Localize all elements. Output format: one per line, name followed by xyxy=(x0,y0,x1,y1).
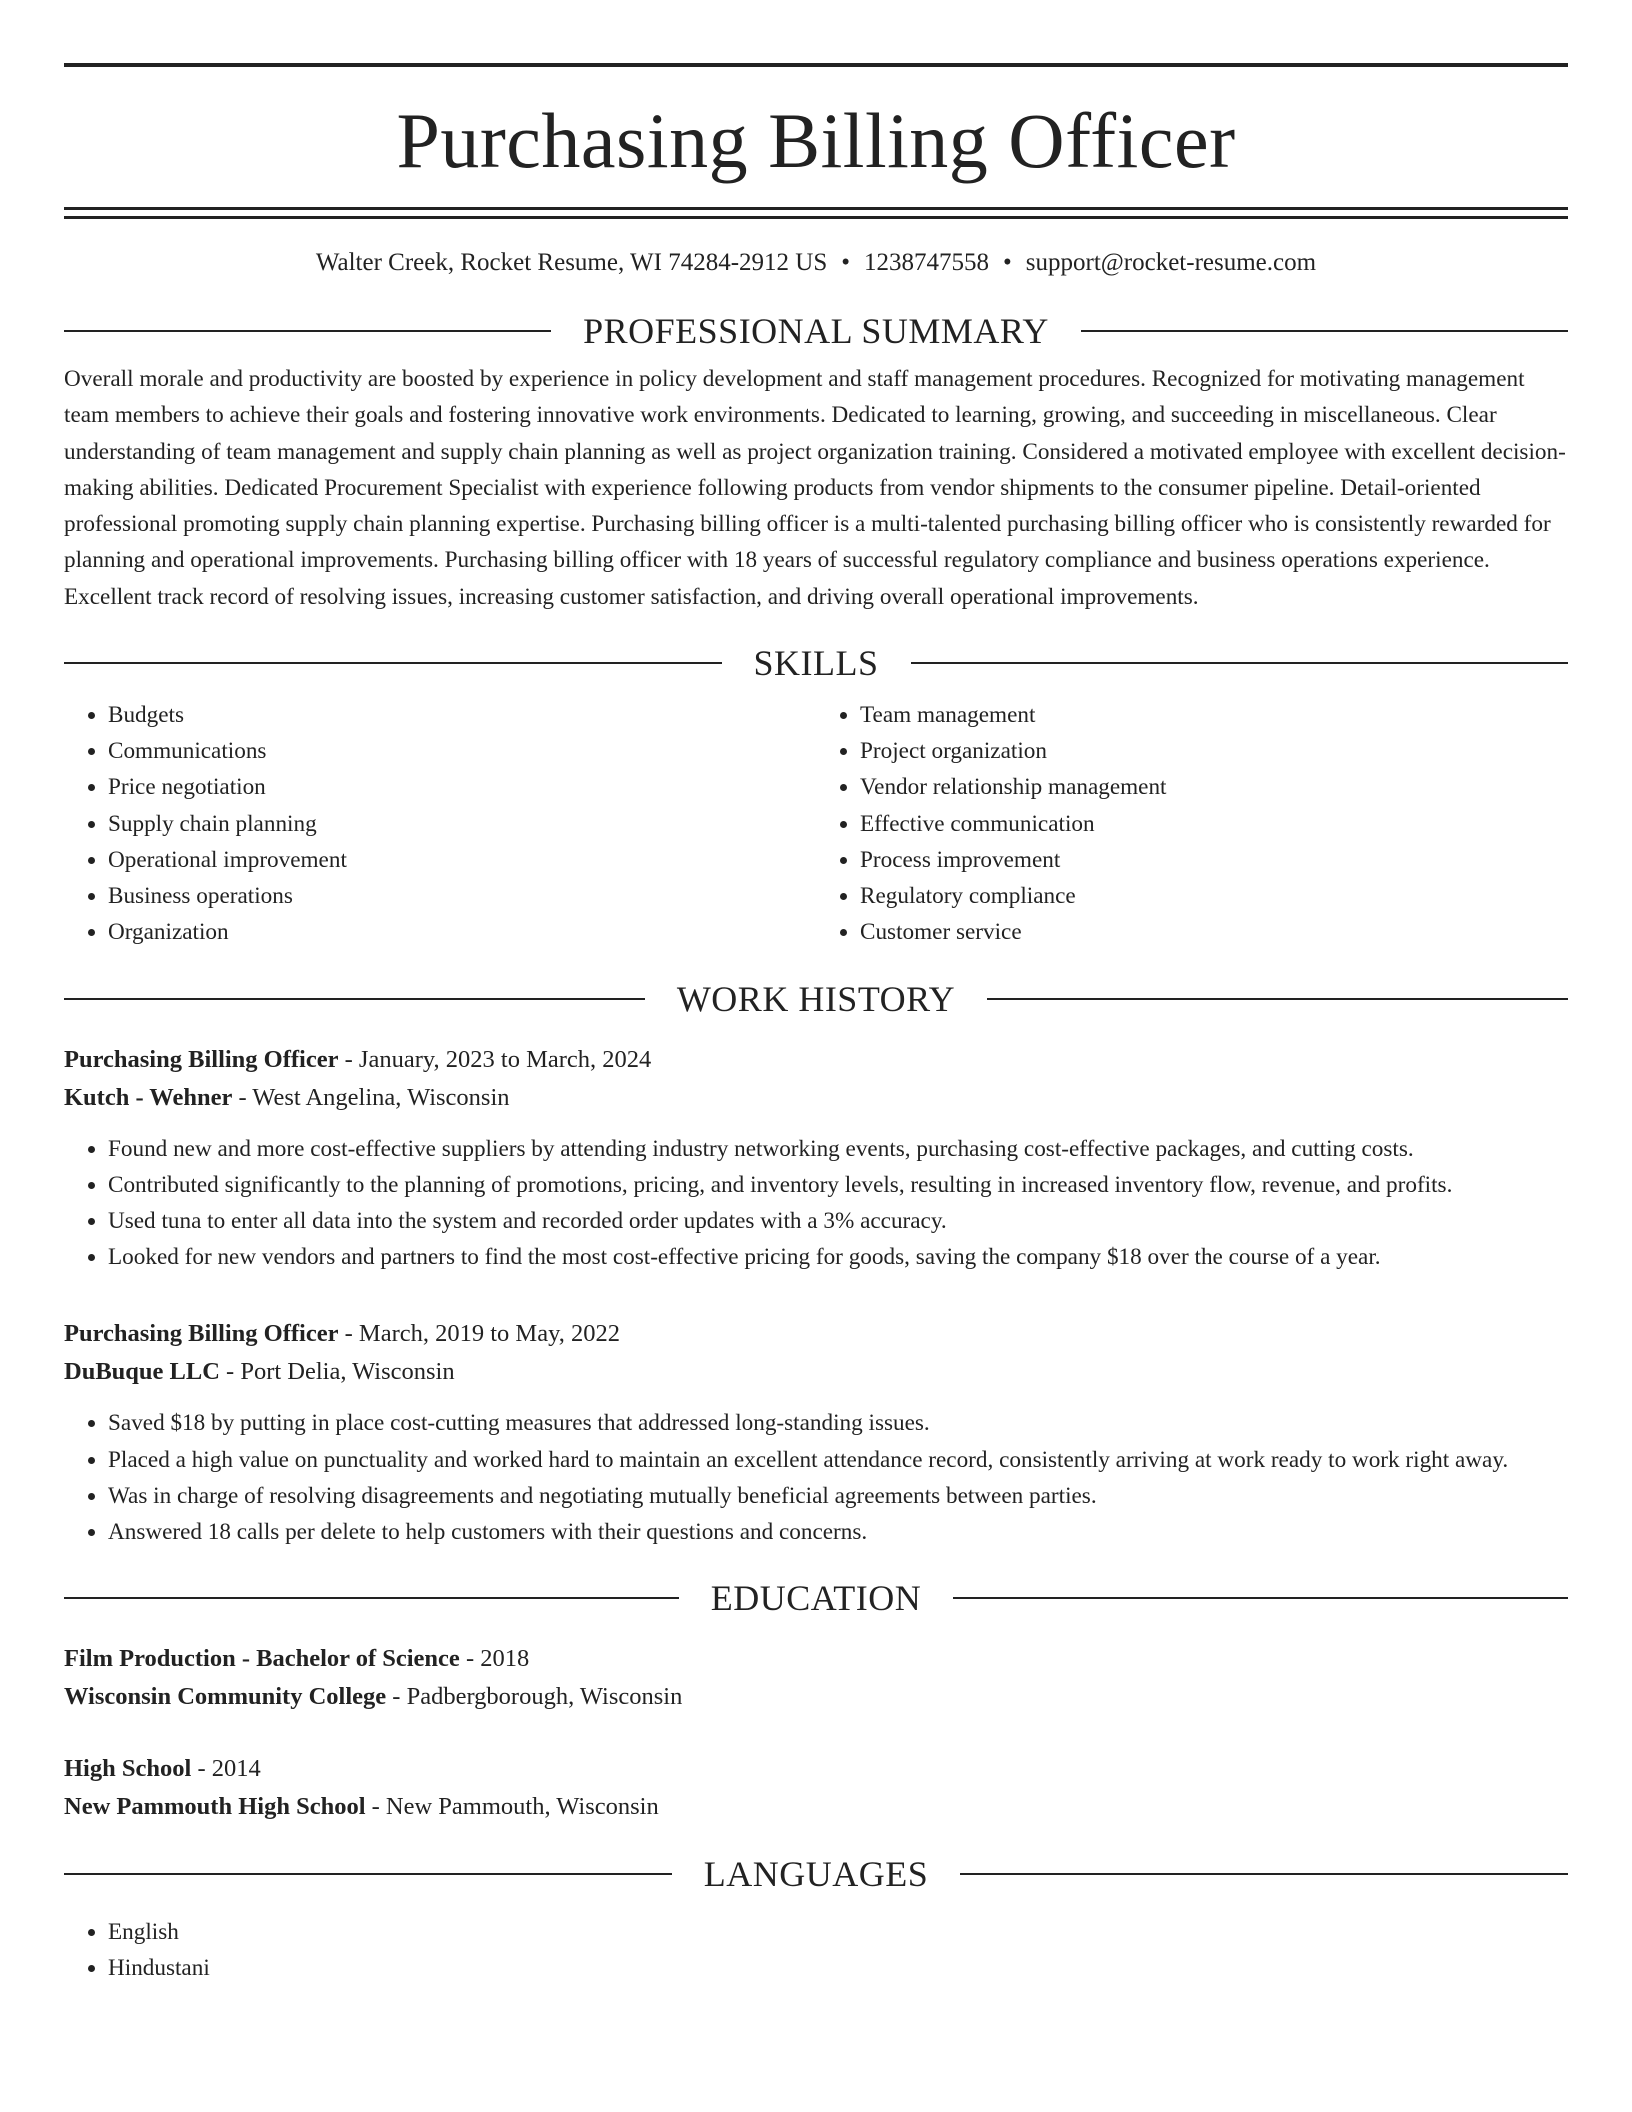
summary-text: Overall morale and productivity are boosted by experience in policy development and staff management procedures. Recognized for motivating management team members to achieve their goals and fostering innovative work environments. Dedicated to learning, growing, and succeeding in miscellaneous. Clear understanding of team management and supply chain planning as well as project organization training. Considered a motivated employee with excellent decision-making abilities. Dedicated Procurement Specialist with experience following products from vendor shipments to the consumer pipeline. Detail-oriented professional promoting supply chain planning expertise. Purchasing billing officer is a multi-talented purchasing billing officer who is consistently rewarded for planning and operational improvements. Purchasing billing officer with 18 years of successful regulatory compliance and business operations experience. Excellent track record of resolving issues, increasing customer satisfaction, and driving overall operational improvements. xyxy=(64,366,1566,610)
job-company-line xyxy=(64,1353,1568,1391)
education-degree-line xyxy=(64,1750,1568,1788)
job-bullet: • Looked for new vendors and partners to find the most cost-effective pricing for goods, saving the company $18 over the course of a year. xyxy=(108,1239,1568,1275)
language-item: • English xyxy=(108,1914,1568,1950)
skill-item: • Supply chain planning xyxy=(108,806,816,842)
skill-item: • Process improvement xyxy=(860,842,1568,878)
job-location: - West Angelina, Wisconsin xyxy=(232,1083,510,1111)
education-degree-line xyxy=(64,1640,1568,1678)
section-rule xyxy=(960,1873,1568,1875)
section-title-skills: SKILLS xyxy=(753,643,879,684)
education-school: Wisconsin Community College xyxy=(64,1683,387,1711)
section-title-work: WORK HISTORY xyxy=(676,978,956,1019)
job-title-line xyxy=(64,1041,1568,1079)
skill-item: • Operational improvement xyxy=(108,842,816,878)
skill-item: • Effective communication xyxy=(860,806,1568,842)
skill-item: • Regulatory compliance xyxy=(860,878,1568,914)
job-entry xyxy=(64,1041,1568,1276)
skill-item: • Communications xyxy=(108,733,816,769)
skill-item: • Organization xyxy=(108,914,816,950)
section-rule xyxy=(1081,330,1568,332)
job-company: DuBuque LLC xyxy=(64,1358,220,1386)
contact-line xyxy=(64,247,1568,279)
section-rule xyxy=(64,998,645,1000)
top-rule xyxy=(64,63,1568,67)
education-degree: High School xyxy=(64,1755,192,1783)
education-school: New Pammouth High School xyxy=(64,1793,366,1821)
skill-item: • Price negotiation xyxy=(108,769,816,805)
education-location: - Padbergborough, Wisconsin xyxy=(386,1683,683,1711)
education-school-line xyxy=(64,1678,1568,1716)
job-bullet: • Saved $18 by putting in place cost-cutting measures that addressed long-standing issues. xyxy=(108,1405,1568,1441)
title-double-rule xyxy=(64,207,1568,219)
contact-phone: 1238747558 xyxy=(864,249,989,276)
section-rule xyxy=(64,330,551,332)
contact-separator: • xyxy=(841,249,850,276)
resume-title: Purchasing Billing Officer xyxy=(396,97,1236,184)
job-company-line xyxy=(64,1079,1568,1117)
skills-columns xyxy=(64,697,1568,950)
section-header-work xyxy=(64,977,1568,1021)
section-title-education: EDUCATION xyxy=(710,1578,922,1619)
job-dates: - January, 2023 to March, 2024 xyxy=(338,1045,652,1073)
education-year: - 2018 xyxy=(459,1645,530,1673)
job-title: Purchasing Billing Officer xyxy=(64,1045,339,1073)
education-entry xyxy=(64,1640,1568,1716)
job-bullet: • Placed a high value on punctuality and worked hard to maintain an excellent attendance record, consistently arriving at work ready to work right away. xyxy=(108,1442,1568,1478)
job-bullet: • Used tuna to enter all data into the system and recorded order updates with a 3% accuracy. xyxy=(108,1203,1568,1239)
section-rule xyxy=(64,1597,679,1599)
section-header-skills xyxy=(64,641,1568,685)
section-header-languages xyxy=(64,1852,1568,1896)
education-school-line xyxy=(64,1788,1568,1826)
section-rule xyxy=(64,662,722,664)
job-title: Purchasing Billing Officer xyxy=(64,1320,339,1348)
section-rule xyxy=(911,662,1569,664)
contact-address: Walter Creek, Rocket Resume, WI 74284-2912 US xyxy=(315,249,828,276)
section-header-education xyxy=(64,1576,1568,1620)
language-item: • Hindustani xyxy=(108,1950,1568,1986)
job-bullets xyxy=(64,1405,1568,1550)
skill-item: • Project organization xyxy=(860,733,1568,769)
education-entry xyxy=(64,1750,1568,1826)
education-location: - New Pammouth, Wisconsin xyxy=(365,1793,659,1821)
resume-page xyxy=(64,0,1568,1987)
job-bullet: • Contributed significantly to the planning of promotions, pricing, and inventory levels, resulting in increased inventory flow, revenue, and profits. xyxy=(108,1167,1568,1203)
job-bullet: • Answered 18 calls per delete to help customers with their questions and concerns. xyxy=(108,1514,1568,1550)
job-company: Kutch - Wehner xyxy=(64,1083,233,1111)
contact-separator: • xyxy=(1003,249,1012,276)
skills-list-right xyxy=(816,697,1568,950)
skill-item: • Customer service xyxy=(860,914,1568,950)
skill-item: • Team management xyxy=(860,697,1568,733)
education-year: - 2014 xyxy=(191,1755,261,1783)
job-entry xyxy=(64,1315,1568,1550)
section-rule xyxy=(64,1873,672,1875)
skill-item: • Business operations xyxy=(108,878,816,914)
languages-list xyxy=(64,1914,1568,1986)
section-title-languages: LANGUAGES xyxy=(703,1854,929,1895)
job-location: - Port Delia, Wisconsin xyxy=(219,1358,455,1386)
section-title-summary: PROFESSIONAL SUMMARY xyxy=(583,311,1049,351)
job-title-line xyxy=(64,1315,1568,1353)
job-bullet: • Found new and more cost-effective suppliers by attending industry networking events, purchasing cost-effective packages, and cutting costs. xyxy=(108,1131,1568,1167)
education-degree: Film Production - Bachelor of Science xyxy=(64,1645,460,1673)
skill-item: • Budgets xyxy=(108,697,816,733)
section-header-summary xyxy=(64,309,1568,353)
section-rule xyxy=(953,1597,1568,1599)
contact-email: support@rocket-resume.com xyxy=(1025,249,1317,276)
job-bullet: • Was in charge of resolving disagreements and negotiating mutually beneficial agreements between parties. xyxy=(108,1478,1568,1514)
job-bullets xyxy=(64,1131,1568,1276)
skills-list-left xyxy=(64,697,816,950)
section-rule xyxy=(987,998,1568,1000)
job-dates: - March, 2019 to May, 2022 xyxy=(338,1320,620,1348)
skill-item: • Vendor relationship management xyxy=(860,769,1568,805)
